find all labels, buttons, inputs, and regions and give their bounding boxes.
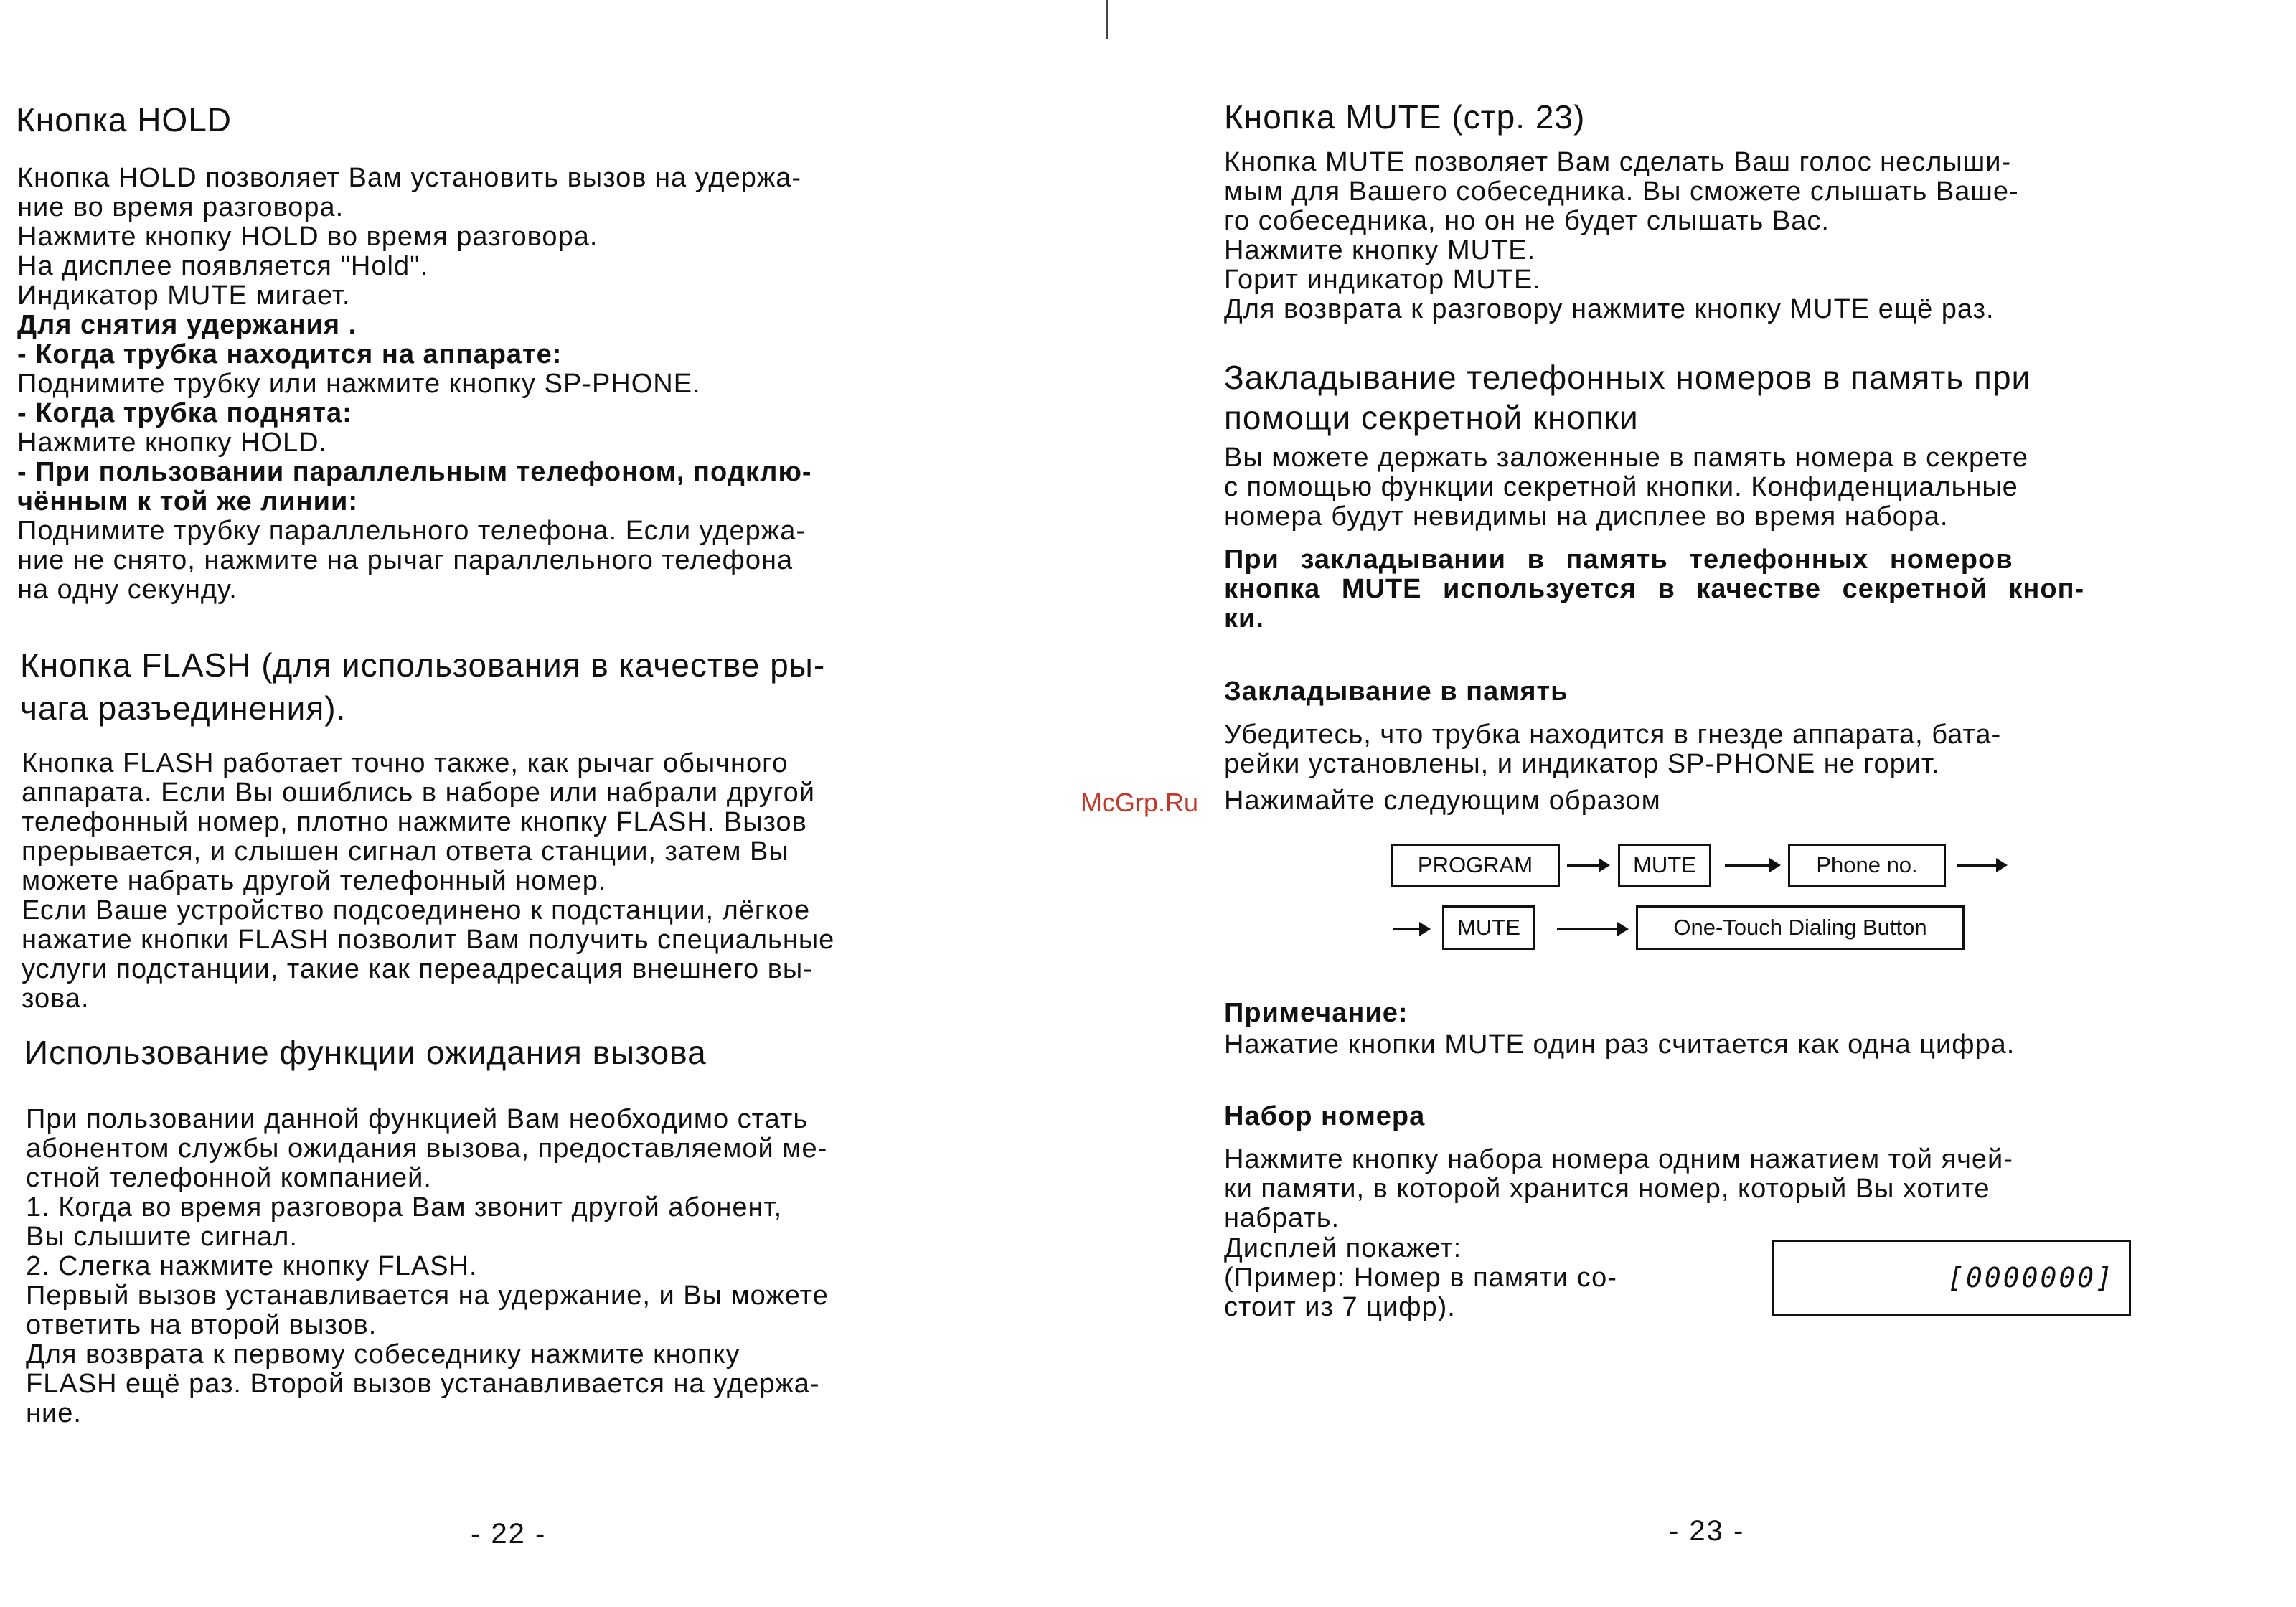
- release-case1-text: Поднимите трубку или нажмите кнопку SP-PHONE.: [17, 369, 701, 399]
- mute-title: Кнопка MUTE (стр. 23): [1224, 98, 1586, 136]
- flash-body: [22, 749, 834, 1014]
- program-key-box: PROGRAM: [1391, 844, 1560, 887]
- release-case3-title: чённым к той же линии:: [17, 486, 358, 517]
- waiting-line: абонентом службы ожидания вызова, предоставляемой ме-: [26, 1134, 828, 1164]
- secret-line: Вы можете держать заложенные в память номера в секрете: [1224, 443, 2029, 473]
- secret-title-line: помощи секретной кнопки: [1224, 399, 1639, 436]
- mute-line: Для возврата к разговору нажмите кнопку MUTE ещё раз.: [1224, 294, 1995, 324]
- secret-line: номера будут невидимы на дисплее во время набора.: [1224, 501, 1949, 532]
- arrow-icon: [1567, 864, 1607, 867]
- release-case3-line: на одну секунду.: [17, 575, 237, 605]
- waiting-line: Первый вызов устанавливается на удержание, и Вы можете: [26, 1281, 829, 1311]
- secret-bold-line: кнопка MUTE используется в качестве секретной кноп-: [1224, 574, 2085, 604]
- dial-line: набрать.: [1224, 1203, 1340, 1233]
- note-title: Примечание:: [1224, 998, 1408, 1028]
- page-number: - 22 -: [471, 1518, 547, 1550]
- display-body: [1224, 1234, 1617, 1322]
- store-body: [1224, 720, 2001, 816]
- display-line: стоит из 7 цифр).: [1224, 1292, 1456, 1322]
- waiting-line: FLASH ещё раз. Второй вызов устанавливается на удержа-: [26, 1369, 820, 1399]
- arrow-icon: [1393, 928, 1428, 930]
- release-case2-title: - Когда трубка поднята:: [17, 398, 352, 428]
- hold-line: На дисплее появляется "Hold".: [17, 251, 429, 281]
- waiting-line: ние.: [26, 1398, 82, 1428]
- display-line: (Пример: Номер в памяти со-: [1224, 1263, 1617, 1293]
- dial-body: [1224, 1145, 2013, 1233]
- hold-line: Кнопка HOLD позволяет Вам установить вызов на удержа-: [17, 163, 802, 193]
- release-case3-title: - При пользовании параллельным телефоном, подклю-: [17, 457, 812, 487]
- flash-title-line: Кнопка FLASH (для использования в качестве ры-: [20, 646, 826, 684]
- mute-line: Нажмите кнопку MUTE.: [1224, 235, 1536, 265]
- waiting-line: стной телефонной компанией.: [26, 1163, 432, 1193]
- mute-line: го собеседника, но он не будет слышать Вас.: [1224, 206, 1830, 236]
- page-number: - 23 -: [1669, 1515, 1745, 1547]
- flash-line: телефонный номер, плотно нажмите кнопку FLASH. Вызов: [22, 807, 807, 837]
- flash-line: зова.: [22, 984, 90, 1014]
- store-line: Нажимайте следующим образом: [1224, 786, 1661, 816]
- flash-line: прерывается, и слышен сигнал ответа станции, затем Вы: [22, 837, 789, 867]
- page-23: [1148, 0, 2296, 1607]
- mute-key-box: MUTE: [1442, 905, 1535, 950]
- waiting-body: [26, 1105, 829, 1428]
- waiting-line: Для возврата к первому собеседнику нажмите кнопку: [26, 1339, 740, 1370]
- mute-line: Кнопка MUTE позволяет Вам сделать Ваш голос неслыши-: [1224, 147, 2012, 177]
- phone-number-box: Phone no.: [1788, 844, 1946, 887]
- flash-line: можете набрать другой телефонный номер.: [22, 866, 607, 896]
- waiting-line: 2. Слегка нажмите кнопку FLASH.: [26, 1251, 478, 1281]
- dial-line: Нажмите кнопку набора номера одним нажатием той ячей-: [1224, 1144, 2013, 1174]
- release-case1-title: - Когда трубка находится на аппарате:: [17, 339, 563, 369]
- secret-bold-line: ки.: [1224, 603, 1264, 633]
- hold-line: Индикатор MUTE мигает.: [17, 281, 351, 311]
- one-touch-dialing-box: One-Touch Dialing Button: [1636, 905, 1965, 950]
- flash-line: услуги подстанции, такие как переадресация внешнего вы-: [22, 954, 813, 984]
- arrow-icon: [1957, 864, 2005, 867]
- hold-line: Нажмите кнопку HOLD во время разговора.: [17, 222, 598, 252]
- release-case2-text: Нажмите кнопку HOLD.: [17, 428, 328, 458]
- hold-body: [17, 164, 812, 605]
- hold-title: Кнопка HOLD: [16, 101, 232, 138]
- flash-title-line: чага разъединения).: [20, 689, 347, 727]
- store-line: Убедитесь, что трубка находится в гнезде аппарата, бата-: [1224, 720, 2002, 750]
- mute-body: [1224, 148, 2019, 324]
- arrow-icon: [1557, 928, 1626, 930]
- hold-line: ние во время разговора.: [17, 192, 344, 222]
- waiting-line: При пользовании данной функцией Вам необходимо стать: [26, 1104, 809, 1134]
- release-title: Для снятия удержания .: [17, 310, 357, 340]
- waiting-title: Использование функции ожидания вызова: [24, 1034, 707, 1071]
- mute-line: мым для Вашего собеседника. Вы сможете слышать Ваше-: [1224, 176, 2019, 207]
- flash-title: [20, 646, 825, 727]
- dial-title: Набор номера: [1224, 1101, 1426, 1131]
- release-case3-line: ние не снято, нажмите на рычаг параллельного телефона: [17, 545, 794, 575]
- watermark: McGrp.Ru: [1081, 788, 1199, 817]
- dial-line: ки памяти, в которой хранится номер, который Вы хотите: [1224, 1174, 1990, 1204]
- lcd-display: [1772, 1240, 2131, 1316]
- secret-line: с помощью функции секретной кнопки. Конфиденциальные: [1224, 472, 2018, 502]
- waiting-line: Вы слышите сигнал.: [26, 1222, 298, 1252]
- arrow-icon: [1725, 864, 1778, 867]
- flash-line: аппарата. Если Вы ошиблись в наборе или набрали другой: [22, 778, 815, 808]
- secret-body: [1224, 443, 2028, 532]
- flash-line: Если Ваше устройство подсоединено к подстанции, лёгкое: [22, 895, 811, 925]
- release-case3-line: Поднимите трубку параллельного телефона. Если удержа-: [17, 516, 806, 546]
- store-title: Закладывание в память: [1224, 677, 1568, 707]
- secret-bold-line: При закладывании в память телефонных номеров: [1224, 545, 2013, 575]
- flash-line: нажатие кнопки FLASH позволит Вам получить специальные: [22, 925, 835, 955]
- store-line: рейки установлены, и индикатор SP-PHONE не горит.: [1224, 749, 1940, 779]
- secret-bold-body: [1224, 545, 2084, 633]
- secret-title-line: Закладывание телефонных номеров в память при: [1224, 359, 2031, 396]
- secret-title: [1224, 357, 2031, 438]
- waiting-line: 1. Когда во время разговора Вам звонит другой абонент,: [26, 1192, 783, 1222]
- waiting-line: ответить на второй вызов.: [26, 1310, 377, 1340]
- flash-line: Кнопка FLASH работает точно также, как рычаг обычного: [22, 748, 789, 778]
- mute-line: Горит индикатор MUTE.: [1224, 265, 1541, 295]
- display-line: Дисплей покажет:: [1224, 1233, 1462, 1263]
- note-text: Нажатие кнопки MUTE один раз считается как одна цифра.: [1224, 1029, 2015, 1060]
- mute-key-box: MUTE: [1618, 844, 1711, 887]
- lcd-digits: [0000000]: [1947, 1262, 2114, 1293]
